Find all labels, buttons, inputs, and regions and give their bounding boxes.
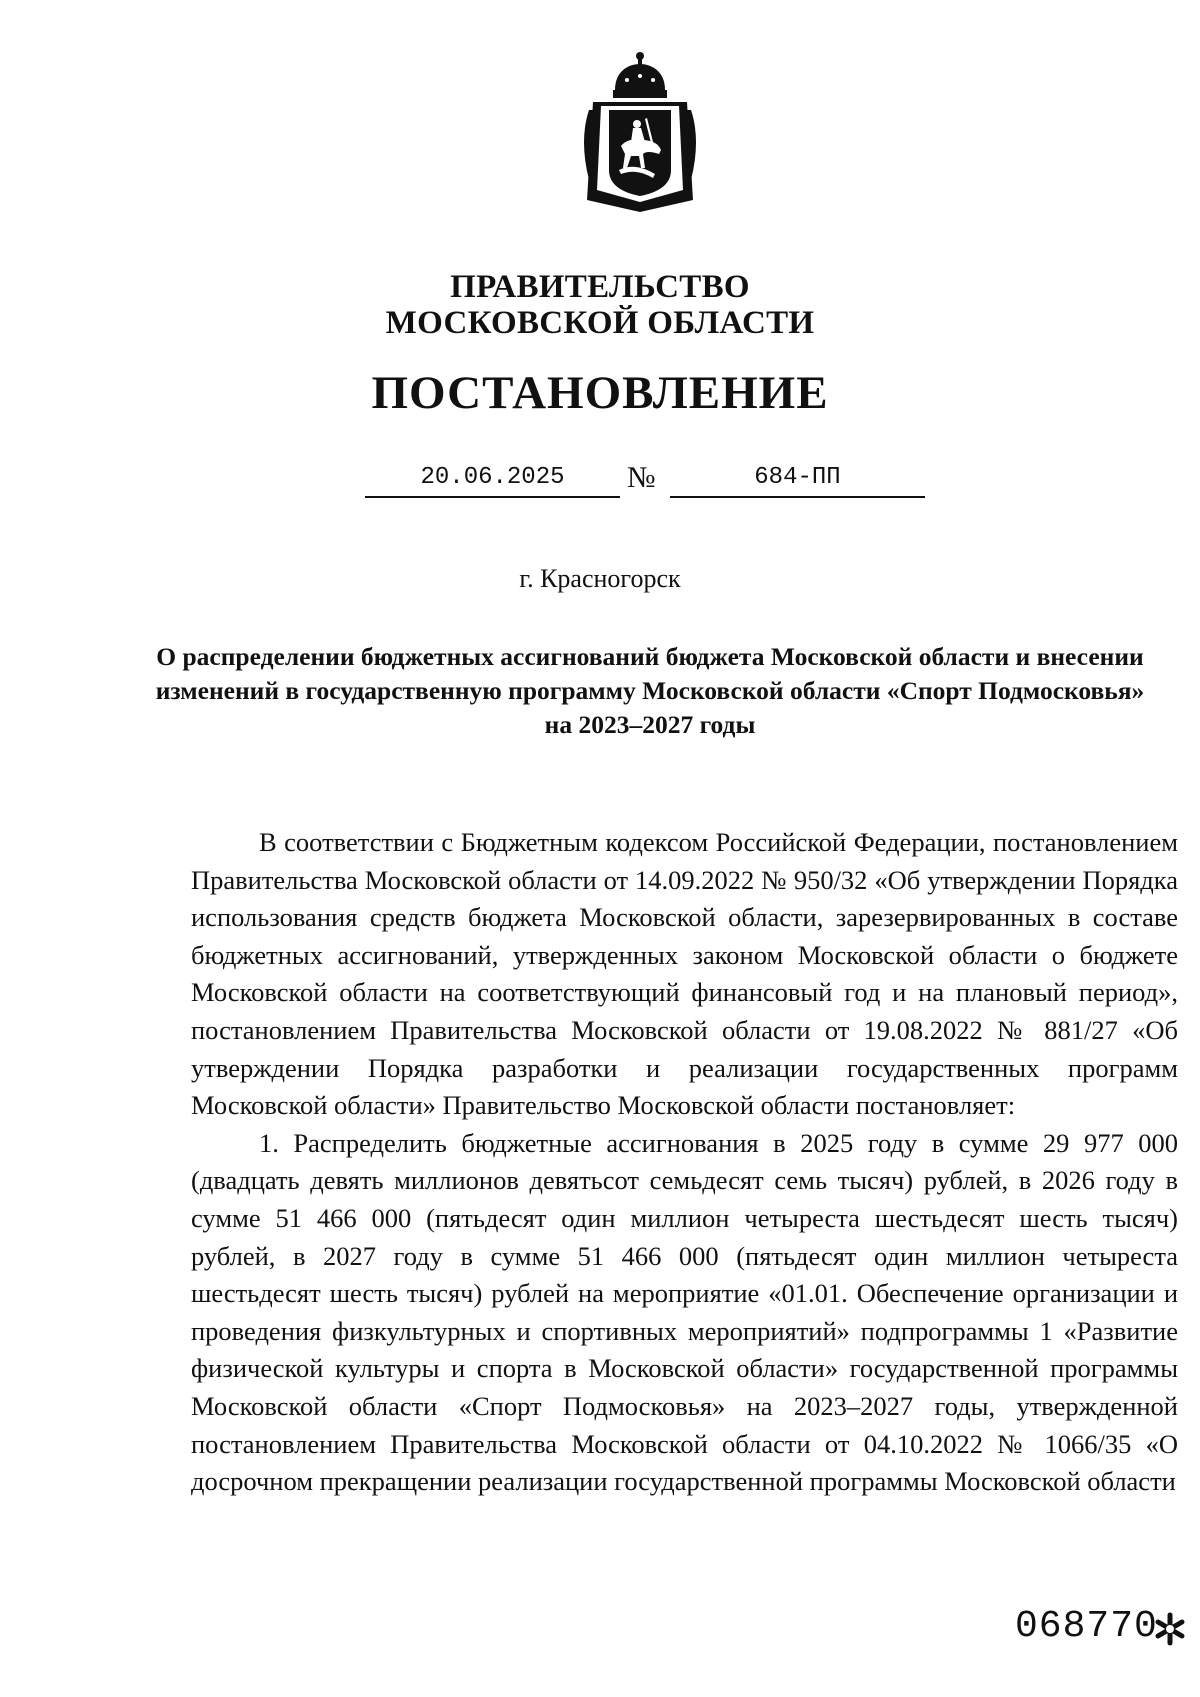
asterisk-star-icon [1153,1612,1187,1646]
registration-number: 684-ПП [670,462,925,498]
place-of-issue: г. Красногорск [519,564,681,593]
document-type-title: ПОСТАНОВЛЕНИЕ [371,367,829,419]
registration-date: 20.06.2025 [365,462,620,498]
item-1-paragraph: 1. Распределить бюджетные ассигнования в 2025 году в сумме 29 977 000 (двадцать девять миллионов девятьсот семьдесят семь тысяч) рублей, в 2026 году в сумме 51 466 000 (пятьдесят один миллион четыреста шестьдесят шесть тысяч) рублей, в 2027 году в сумме 51 466 000 (пятьдесят один миллион четыреста шестьдесят шесть тысяч) рублей на мероприятие «01.01. Обеспечение организации и проведения физкультурных и спортивных мероприятий» подпрограммы 1 «Развитие физической культуры и спорта в Московской области» государственной программы Московской области «Спорт Подмосковья» на 2023–2027 годы, утвержденной постановлением Правительства Московской области от 04.10.2022 № 1066/35 «О досрочном прекращении реализации государственной программы Московской области [191,1127,1178,1497]
registration-line [0,462,1200,502]
coat-of-arms-icon [575,50,705,215]
serial-number: 068770 [1015,1605,1158,1648]
preamble-paragraph: В соответствии с Бюджетным кодексом Российской Федерации, постановлением Правительства Московской области от 14.09.2022 № 950/32 «Об утверждении Порядка использования средств бюджета Московской области, зарезервированных в составе бюджетных ассигнований, утвержденных законом Московской области о бюджете Московской области на соответствующий финансовый год и на плановый период», постановлением Правительства Московской области от 19.08.2022 № 881/27 «Об утверждении Порядка разработки и реализации государственных программ Московской области» Правительство Московской области постановляет: [191,827,1178,1121]
org-name-line-2: МОСКОВСКОЙ ОБЛАСТИ [385,305,815,341]
document-subject: О распределении бюджетных ассигнований бюджета Московской области и внесении изменений в государственную программу Московской области «Спорт Подмосковья» на 2023–2027 годы [155,642,1145,739]
number-sign: № [627,461,656,494]
org-name-line-1: ПРАВИТЕЛЬСТВО [450,269,750,305]
document-body [191,824,1178,1501]
